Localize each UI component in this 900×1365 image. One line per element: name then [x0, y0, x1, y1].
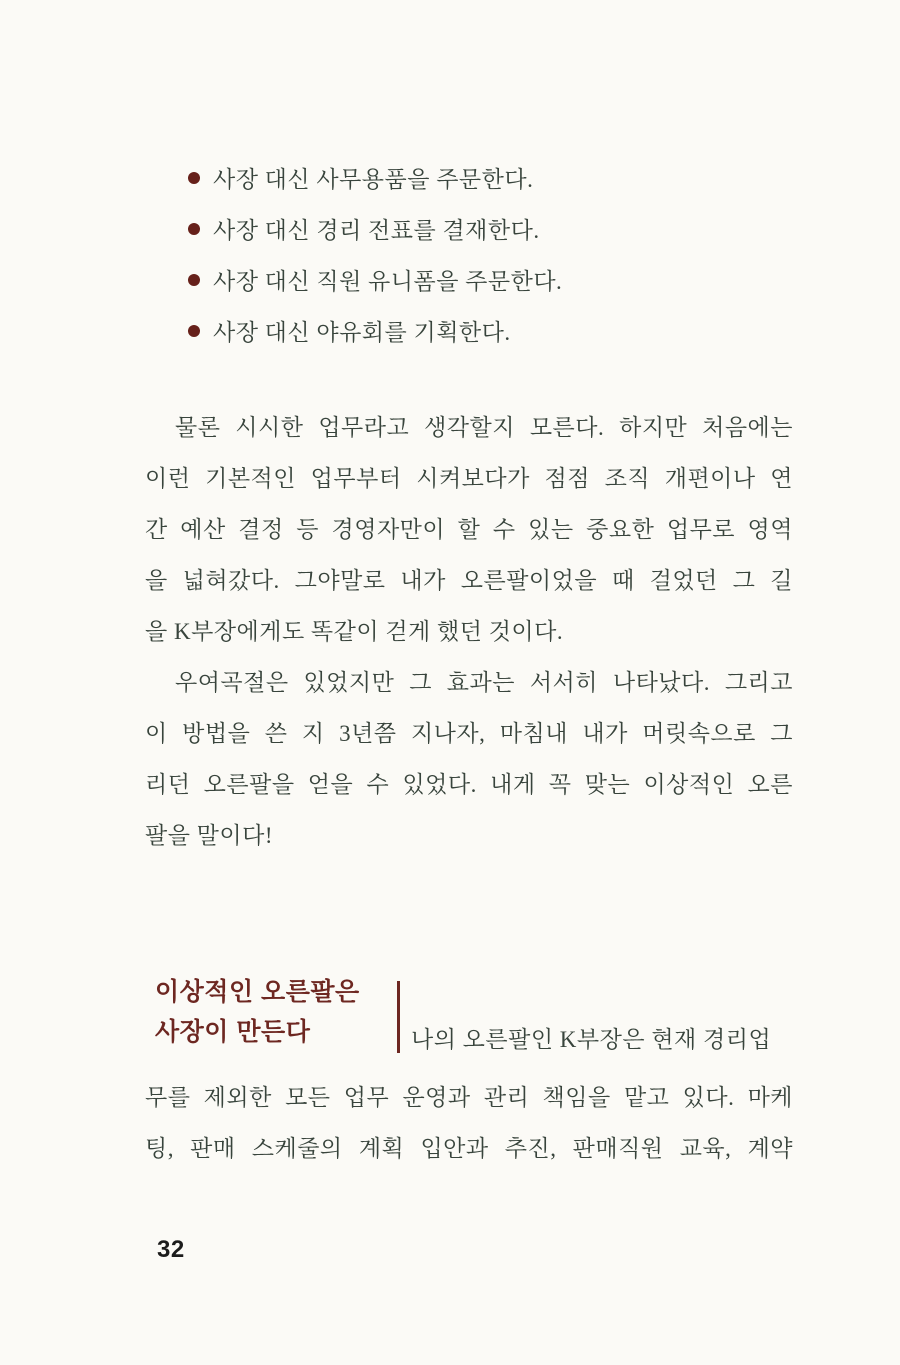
page-number: 32	[157, 1236, 185, 1263]
text-line: 리던 오른팔을 얻을 수 있었다. 내게 꼭 맞는 이상적인 오른	[145, 772, 793, 797]
text-line: 이 방법을 쓴 지 3년쯤 지나자, 마침내 내가 머릿속으로 그	[145, 721, 793, 746]
text-line: 을 K부장에게도 똑같이 걷게 했던 것이다.	[145, 619, 564, 644]
text-line: 무를 제외한 모든 업무 운영과 관리 책임을 맡고 있다. 마케	[145, 1085, 793, 1110]
list-item	[188, 152, 808, 203]
list-item	[188, 203, 808, 254]
bullet-dot-icon	[188, 172, 200, 184]
list-item	[188, 254, 808, 305]
text-line: 팔을 말이다!	[145, 823, 273, 848]
list-item	[188, 305, 808, 356]
body-paragraph-3	[145, 1072, 793, 1174]
list-item-text: 사장 대신 야유회를 기획한다.	[213, 320, 511, 345]
list-item-text: 사장 대신 경리 전표를 결재한다.	[213, 218, 540, 243]
section-heading-line-1: 이상적인 오른팔은	[155, 978, 360, 1006]
list-item-text: 사장 대신 직원 유니폼을 주문한다.	[213, 269, 563, 294]
bullet-list	[188, 152, 808, 356]
section-heading-line-2: 사장이 만든다	[155, 1018, 311, 1046]
body-paragraph-2	[145, 657, 793, 861]
bullet-dot-icon	[188, 223, 200, 235]
body-paragraph-1	[145, 402, 793, 657]
text-line: 우여곡절은 있었지만 그 효과는 서서히 나타났다. 그리고	[175, 670, 793, 695]
section-intro-line: 나의 오른팔인 K부장은 현재 경리업	[411, 1027, 772, 1052]
text-line: 을 넓혀갔다. 그야말로 내가 오른팔이었을 때 걸었던 그 길	[145, 568, 793, 593]
vertical-divider	[397, 981, 400, 1053]
section-heading	[155, 972, 360, 1052]
bullet-dot-icon	[188, 325, 200, 337]
text-line: 간 예산 결정 등 경영자만이 할 수 있는 중요한 업무로 영역	[145, 517, 793, 542]
list-item-text: 사장 대신 사무용품을 주문한다.	[213, 167, 534, 192]
text-line: 팅, 판매 스케줄의 계획 입안과 추진, 판매직원 교육, 계약	[145, 1136, 793, 1161]
text-line: 물론 시시한 업무라고 생각할지 모른다. 하지만 처음에는	[175, 415, 793, 440]
bullet-dot-icon	[188, 274, 200, 286]
text-line: 이런 기본적인 업무부터 시켜보다가 점점 조직 개편이나 연	[145, 466, 793, 491]
